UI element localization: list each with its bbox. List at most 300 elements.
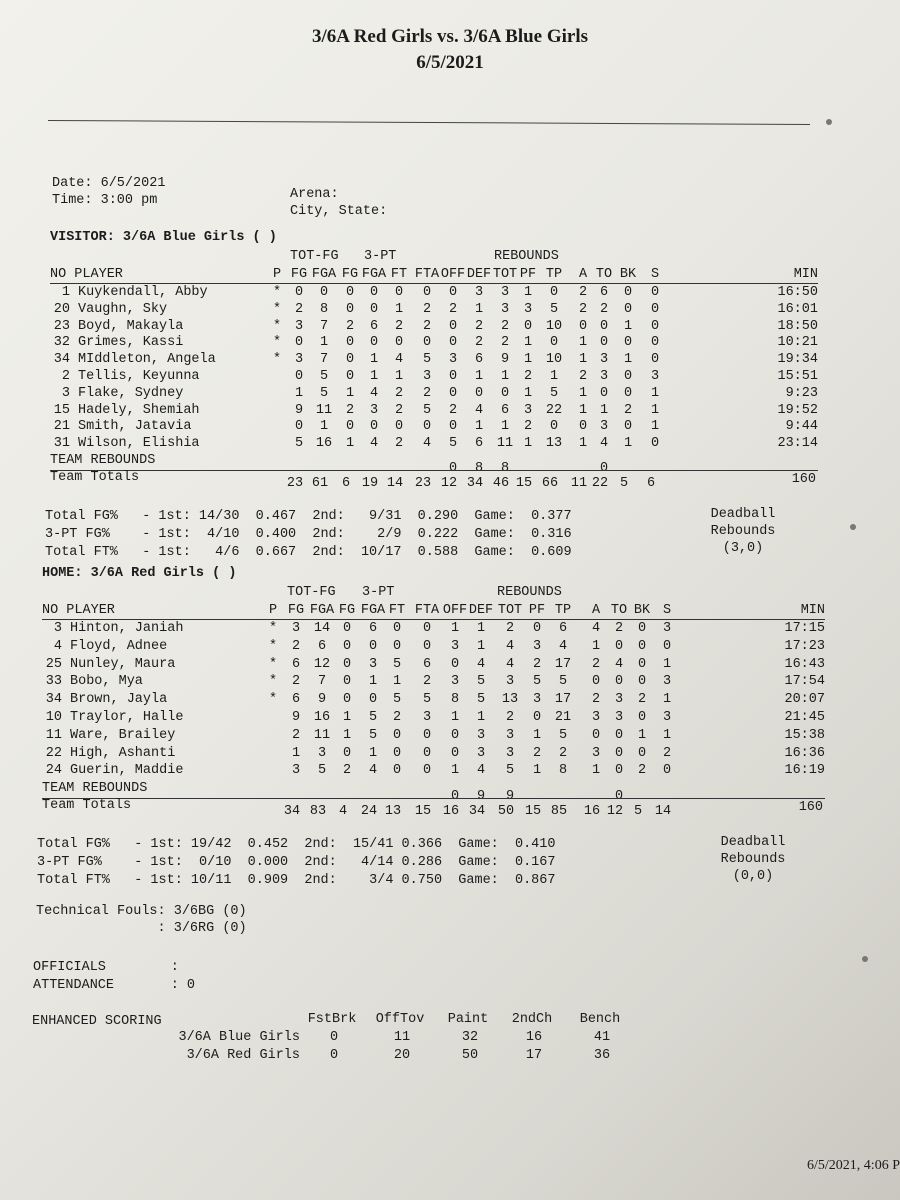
stat-tp: 1 xyxy=(549,369,559,384)
stat-tp: 10 xyxy=(545,352,563,368)
stat-tot: 6 xyxy=(500,402,510,418)
stat-fga3: 0 xyxy=(368,638,378,654)
stat-off: 1 xyxy=(450,763,460,779)
player-number: 33 xyxy=(45,674,62,690)
stat-fg3: 1 xyxy=(345,385,355,401)
total-to: 12 xyxy=(606,804,624,820)
stat-tp: 10 xyxy=(545,318,563,334)
stat-min: 16:01 xyxy=(777,301,818,317)
stat-fg3: 0 xyxy=(342,674,352,690)
stat-a: 1 xyxy=(591,638,601,654)
stat-s: 0 xyxy=(650,301,660,317)
stat-pf: 1 xyxy=(523,335,533,351)
stat-fta: 2 xyxy=(422,318,432,334)
stat-min: 10:21 xyxy=(777,335,818,351)
stat-def: 1 xyxy=(474,419,484,435)
total-fg3: 4 xyxy=(338,804,348,820)
total-min: 160 xyxy=(791,472,816,487)
col-p: P xyxy=(268,603,278,618)
team-rebounds-label: TEAM REBOUNDS xyxy=(50,453,156,468)
stat-fga3: 4 xyxy=(369,385,379,401)
stat-min: 15:51 xyxy=(777,369,818,384)
total-off: 16 xyxy=(442,804,460,820)
player-number: 34 xyxy=(45,692,62,708)
stat-fg: 3 xyxy=(291,621,301,636)
stat-a: 0 xyxy=(578,318,588,334)
team-reb-to: 0 xyxy=(614,789,624,805)
stat-ft: 0 xyxy=(394,335,404,351)
stat-s: 1 xyxy=(650,402,660,418)
stat-def: 1 xyxy=(476,621,486,636)
stat-bk: 0 xyxy=(623,369,633,384)
total-def: 34 xyxy=(468,804,486,820)
starter-mark: * xyxy=(268,692,278,708)
stat-fg3: 2 xyxy=(345,318,355,334)
stat-ft: 0 xyxy=(392,727,402,743)
stat-to: 3 xyxy=(599,369,609,384)
stat-tp: 22 xyxy=(545,402,563,418)
stat-tot: 3 xyxy=(500,285,510,300)
stat-ft: 2 xyxy=(394,436,404,452)
stat-fg: 9 xyxy=(294,402,304,418)
stat-a: 1 xyxy=(578,352,588,368)
stat-def: 6 xyxy=(474,436,484,452)
stat-bk: 0 xyxy=(637,656,647,672)
total-a: 11 xyxy=(570,476,588,491)
paper-speck xyxy=(862,956,868,962)
stat-tot: 13 xyxy=(501,692,519,708)
team-reb-tot: 8 xyxy=(500,461,510,476)
percentage-line: Total FG% - 1st: 19/42 0.452 2nd: 15/41 0.366 Game: 0.410 xyxy=(37,837,556,853)
stat-ft: 5 xyxy=(392,656,402,672)
enhanced-team: 3/6A Blue Girls xyxy=(178,1030,300,1045)
total-pf: 15 xyxy=(524,804,542,820)
player-name: Hadely, Shemiah xyxy=(78,402,200,418)
stat-min: 16:43 xyxy=(784,656,825,672)
stat-fga3: 5 xyxy=(368,727,378,743)
info-time: Time: 3:00 pm xyxy=(52,193,158,208)
stat-fga3: 4 xyxy=(368,763,378,779)
stat-fga: 7 xyxy=(319,352,329,368)
stat-fg3: 2 xyxy=(345,402,355,418)
stat-to: 4 xyxy=(614,656,624,672)
enhanced-header: OffTov xyxy=(375,1012,425,1027)
total-a: 16 xyxy=(583,804,601,820)
stat-a: 0 xyxy=(591,674,601,690)
total-ft: 14 xyxy=(386,476,404,491)
col-s: S xyxy=(650,267,660,282)
stat-ft: 0 xyxy=(394,285,404,300)
stat-fg: 9 xyxy=(291,710,301,725)
col-min: MIN xyxy=(793,267,818,282)
starter-mark: * xyxy=(268,656,278,672)
stat-fga3: 0 xyxy=(369,419,379,435)
info-date: Date: 6/5/2021 xyxy=(52,176,166,191)
stat-to: 3 xyxy=(599,352,609,368)
stat-a: 2 xyxy=(591,656,601,672)
player-number: 15 xyxy=(53,402,70,418)
starter-mark: * xyxy=(268,638,278,654)
col-def: DEF xyxy=(468,603,494,618)
col-pf: PF xyxy=(519,267,537,282)
col-no-player: NO PLAYER xyxy=(42,603,115,618)
col-off: OFF xyxy=(442,603,468,618)
stat-min: 16:36 xyxy=(784,745,825,761)
stat-fga3: 0 xyxy=(369,285,379,300)
stat-fga: 11 xyxy=(313,727,331,743)
stat-fg3: 1 xyxy=(342,710,352,725)
stat-to: 1 xyxy=(599,402,609,418)
col-pf: PF xyxy=(528,603,546,618)
stat-fga: 11 xyxy=(315,402,333,418)
stat-ft: 0 xyxy=(392,621,402,636)
attendance: ATTENDANCE : 0 xyxy=(33,978,196,993)
stat-fta: 2 xyxy=(422,674,432,690)
stat-def: 0 xyxy=(474,385,484,401)
stat-off: 3 xyxy=(450,674,460,690)
stat-fg: 3 xyxy=(294,318,304,334)
percentage-line: Total FT% - 1st: 10/11 0.909 2nd: 3/4 0.750 Game: 0.867 xyxy=(37,873,556,889)
player-name: Kuykendall, Abby xyxy=(78,285,208,300)
stat-ft: 5 xyxy=(392,692,402,708)
stat-bk: 2 xyxy=(637,763,647,779)
deadball-rebounds: Rebounds xyxy=(720,852,786,868)
stat-def: 5 xyxy=(476,692,486,708)
stat-ft: 1 xyxy=(392,674,402,690)
game-title: 3/6A Red Girls vs. 3/6A Blue Girls xyxy=(311,26,589,47)
stat-fga: 1 xyxy=(319,335,329,351)
stat-ft: 0 xyxy=(392,745,402,761)
stat-a: 0 xyxy=(578,419,588,435)
enhanced-header: FstBrk xyxy=(307,1012,357,1027)
total-fga: 83 xyxy=(309,804,327,820)
stat-min: 17:23 xyxy=(784,638,825,654)
total-fg: 23 xyxy=(286,476,304,491)
stat-a: 4 xyxy=(591,621,601,636)
stat-pf: 3 xyxy=(532,638,542,654)
player-name: Tellis, Keyunna xyxy=(78,369,200,384)
stat-s: 2 xyxy=(662,745,672,761)
stat-def: 2 xyxy=(474,318,484,334)
player-name: Floyd, Adnee xyxy=(70,638,168,654)
player-name: Traylor, Halle xyxy=(70,710,184,725)
deadball-rebounds: Rebounds xyxy=(710,524,776,539)
percentage-line: 3-PT FG% - 1st: 4/10 0.400 2nd: 2/9 0.222 Game: 0.316 xyxy=(45,527,572,542)
stat-fta: 0 xyxy=(422,335,432,351)
player-number: 2 xyxy=(61,369,70,384)
stat-bk: 0 xyxy=(637,638,647,654)
stat-ft: 2 xyxy=(394,318,404,334)
stat-fga: 7 xyxy=(317,674,327,690)
stat-fga3: 1 xyxy=(369,352,379,368)
total-fta: 23 xyxy=(414,476,432,491)
stat-bk: 0 xyxy=(623,385,633,401)
stat-tot: 4 xyxy=(505,638,515,654)
team-rebounds-label: TEAM REBOUNDS xyxy=(42,781,148,797)
stat-pf: 3 xyxy=(523,301,533,317)
player-number: 21 xyxy=(53,419,70,435)
stat-fga3: 1 xyxy=(369,369,379,384)
stat-pf: 2 xyxy=(532,656,542,672)
stat-tot: 3 xyxy=(505,674,515,690)
total-off: 12 xyxy=(440,476,458,491)
stat-a: 3 xyxy=(591,745,601,761)
player-name: Wilson, Elishia xyxy=(78,436,200,452)
stat-off: 0 xyxy=(448,385,458,401)
stat-s: 3 xyxy=(662,674,672,690)
player-name: Vaughn, Sky xyxy=(78,301,168,317)
stat-fg: 5 xyxy=(294,436,304,452)
stat-fga3: 4 xyxy=(369,436,379,452)
enhanced-scoring-label: ENHANCED SCORING xyxy=(32,1014,162,1029)
stat-tp: 21 xyxy=(554,710,572,725)
player-name: Guerin, Maddie xyxy=(70,763,184,779)
stat-s: 1 xyxy=(650,385,660,401)
player-name: Boyd, Makayla xyxy=(78,318,184,334)
stat-tp: 0 xyxy=(549,335,559,351)
enhanced-value: 36 xyxy=(593,1048,611,1063)
col-min: MIN xyxy=(800,603,825,618)
stat-tot: 5 xyxy=(505,763,515,779)
stat-bk: 0 xyxy=(637,674,647,690)
stat-to: 6 xyxy=(599,285,609,300)
enhanced-header: Paint xyxy=(447,1012,489,1027)
stat-off: 2 xyxy=(448,402,458,418)
stat-bk: 0 xyxy=(623,419,633,435)
stat-tp: 4 xyxy=(558,638,568,654)
team-reb-def: 8 xyxy=(474,461,484,476)
player-name: Ware, Brailey xyxy=(70,727,176,743)
total-tot: 46 xyxy=(492,476,510,491)
stat-tot: 0 xyxy=(500,385,510,401)
stat-def: 3 xyxy=(476,727,486,743)
stat-fta: 2 xyxy=(422,301,432,317)
stat-a: 1 xyxy=(578,335,588,351)
total-fta: 15 xyxy=(414,804,432,820)
stat-fta: 3 xyxy=(422,710,432,725)
player-number: 23 xyxy=(53,318,70,334)
stat-fta: 2 xyxy=(422,385,432,401)
col-fga: FGA xyxy=(311,267,337,282)
stat-bk: 1 xyxy=(637,727,647,743)
stat-s: 0 xyxy=(650,436,660,452)
stat-def: 4 xyxy=(476,763,486,779)
stat-pf: 2 xyxy=(523,369,533,384)
stat-fga3: 0 xyxy=(368,692,378,708)
team-reb-tot: 9 xyxy=(505,789,515,805)
total-def: 34 xyxy=(466,476,484,491)
stat-fta: 0 xyxy=(422,285,432,300)
stat-bk: 0 xyxy=(637,621,647,636)
stat-fta: 0 xyxy=(422,638,432,654)
stat-to: 3 xyxy=(614,710,624,725)
player-name: Bobo, Mya xyxy=(70,674,143,690)
col-tp: TP xyxy=(554,603,572,618)
deadball-rebounds: Deadball xyxy=(720,835,786,851)
stat-fg: 0 xyxy=(294,369,304,384)
stat-ft: 2 xyxy=(394,385,404,401)
total-tp: 85 xyxy=(550,804,568,820)
stat-fga: 7 xyxy=(319,318,329,334)
enhanced-value: 41 xyxy=(593,1030,611,1045)
player-number: 1 xyxy=(61,285,70,300)
stat-fg: 0 xyxy=(294,335,304,351)
stat-fg3: 1 xyxy=(345,436,355,452)
col-to: TO xyxy=(610,603,628,618)
stat-min: 9:23 xyxy=(785,385,818,401)
total-ft: 13 xyxy=(384,804,402,820)
stat-off: 0 xyxy=(450,745,460,761)
col-a: A xyxy=(591,603,601,618)
technical-fouls-line-1: Technical Fouls: 3/6BG (0) xyxy=(36,904,247,919)
stat-ft: 1 xyxy=(394,301,404,317)
stat-to: 3 xyxy=(614,692,624,708)
stat-to: 0 xyxy=(599,318,609,334)
enhanced-value: 11 xyxy=(393,1030,411,1045)
stat-s: 0 xyxy=(650,335,660,351)
stat-a: 1 xyxy=(578,436,588,452)
stat-to: 4 xyxy=(599,436,609,452)
stat-tp: 5 xyxy=(558,674,568,690)
stat-tot: 4 xyxy=(505,656,515,672)
player-number: 25 xyxy=(45,656,62,672)
game-date: 6/5/2021 xyxy=(416,52,484,73)
stat-a: 1 xyxy=(578,402,588,418)
stat-tot: 1 xyxy=(500,369,510,384)
stat-fg: 6 xyxy=(291,692,301,708)
stat-tp: 17 xyxy=(554,692,572,708)
stat-pf: 1 xyxy=(532,727,542,743)
team-reb-to: 0 xyxy=(599,461,609,476)
stat-def: 1 xyxy=(474,301,484,317)
starter-mark: * xyxy=(272,352,282,368)
col-fta: FTA xyxy=(414,267,440,282)
stat-fg: 0 xyxy=(294,285,304,300)
starter-mark: * xyxy=(272,301,282,317)
stat-bk: 0 xyxy=(623,285,633,300)
total-tp: 66 xyxy=(541,476,559,491)
stat-s: 0 xyxy=(650,352,660,368)
stat-fg3: 0 xyxy=(345,335,355,351)
stat-fga: 12 xyxy=(313,656,331,672)
stat-tp: 5 xyxy=(549,385,559,401)
col-p: P xyxy=(272,267,282,282)
team-reb-def: 9 xyxy=(476,789,486,805)
stat-tot: 2 xyxy=(500,335,510,351)
player-name: MIddleton, Angela xyxy=(78,352,216,368)
stat-min: 16:19 xyxy=(784,763,825,779)
deadball-rebounds: (3,0) xyxy=(722,541,764,556)
stat-tp: 6 xyxy=(558,621,568,636)
enhanced-header: 2ndCh xyxy=(511,1012,553,1027)
stat-fg3: 0 xyxy=(342,745,352,761)
group-3pt: 3-PT xyxy=(362,585,395,600)
stat-def: 1 xyxy=(476,710,486,725)
stat-fg3: 0 xyxy=(345,369,355,384)
col-fga3: FGA xyxy=(360,603,386,618)
stat-off: 0 xyxy=(448,318,458,334)
stat-fg: 3 xyxy=(291,763,301,779)
print-timestamp: 6/5/2021, 4:06 P xyxy=(807,1158,900,1173)
stat-to: 0 xyxy=(614,727,624,743)
stat-fta: 0 xyxy=(422,763,432,779)
stat-def: 3 xyxy=(474,285,484,300)
stat-off: 3 xyxy=(450,638,460,654)
group-rebounds: REBOUNDS xyxy=(494,249,559,264)
stat-min: 23:14 xyxy=(777,436,818,452)
stat-s: 1 xyxy=(662,727,672,743)
team-reb-off: 0 xyxy=(448,461,458,476)
stat-tot: 9 xyxy=(500,352,510,368)
stat-to: 0 xyxy=(599,385,609,401)
stat-to: 2 xyxy=(614,621,624,636)
stat-fg3: 0 xyxy=(345,352,355,368)
stat-fga3: 1 xyxy=(368,745,378,761)
stat-off: 0 xyxy=(450,656,460,672)
stat-pf: 1 xyxy=(523,285,533,300)
enhanced-value: 50 xyxy=(461,1048,479,1063)
stat-tot: 2 xyxy=(500,318,510,334)
col-fga: FGA xyxy=(309,603,335,618)
stat-def: 1 xyxy=(476,638,486,654)
stat-to: 0 xyxy=(614,745,624,761)
stat-fga3: 5 xyxy=(368,710,378,725)
stat-s: 0 xyxy=(650,318,660,334)
col-def: DEF xyxy=(466,267,492,282)
stat-min: 17:54 xyxy=(784,674,825,690)
percentage-line: Total FG% - 1st: 14/30 0.467 2nd: 9/31 0.290 Game: 0.377 xyxy=(45,509,572,524)
stat-ft: 1 xyxy=(394,369,404,384)
col-s: S xyxy=(662,603,672,618)
header-rule xyxy=(42,619,825,620)
starter-mark: * xyxy=(272,285,282,300)
stat-off: 1 xyxy=(450,621,460,636)
stat-bk: 2 xyxy=(623,402,633,418)
stat-off: 0 xyxy=(448,419,458,435)
stat-fga: 16 xyxy=(313,710,331,725)
total-pf: 15 xyxy=(515,476,533,491)
total-bk: 5 xyxy=(619,476,629,491)
stat-fga3: 1 xyxy=(368,674,378,690)
stat-fga: 6 xyxy=(317,638,327,654)
col-tot: TOT xyxy=(497,603,523,618)
stat-off: 1 xyxy=(450,710,460,725)
stat-s: 3 xyxy=(650,369,660,384)
stat-fg: 2 xyxy=(291,727,301,743)
stat-to: 0 xyxy=(614,763,624,779)
stat-min: 9:44 xyxy=(785,419,818,435)
stat-s: 3 xyxy=(662,710,672,725)
col-fg: FG xyxy=(290,267,308,282)
col-fg3: FG xyxy=(338,603,356,618)
stat-fta: 5 xyxy=(422,352,432,368)
percentage-line: Total FT% - 1st: 4/6 0.667 2nd: 10/17 0.588 Game: 0.609 xyxy=(45,545,572,560)
percentage-line: 3-PT FG% - 1st: 0/10 0.000 2nd: 4/14 0.286 Game: 0.167 xyxy=(37,855,556,871)
stat-def: 1 xyxy=(474,369,484,384)
player-number: 32 xyxy=(53,335,70,351)
stat-fga: 5 xyxy=(319,385,329,401)
stat-off: 3 xyxy=(448,352,458,368)
stat-fga: 9 xyxy=(317,692,327,708)
player-number: 10 xyxy=(45,710,62,725)
stat-tp: 5 xyxy=(558,727,568,743)
stat-fg3: 2 xyxy=(342,763,352,779)
stat-s: 1 xyxy=(662,656,672,672)
stat-fg: 1 xyxy=(291,745,301,761)
stat-off: 8 xyxy=(450,692,460,708)
stat-min: 20:07 xyxy=(784,692,825,708)
player-number: 31 xyxy=(53,436,70,452)
